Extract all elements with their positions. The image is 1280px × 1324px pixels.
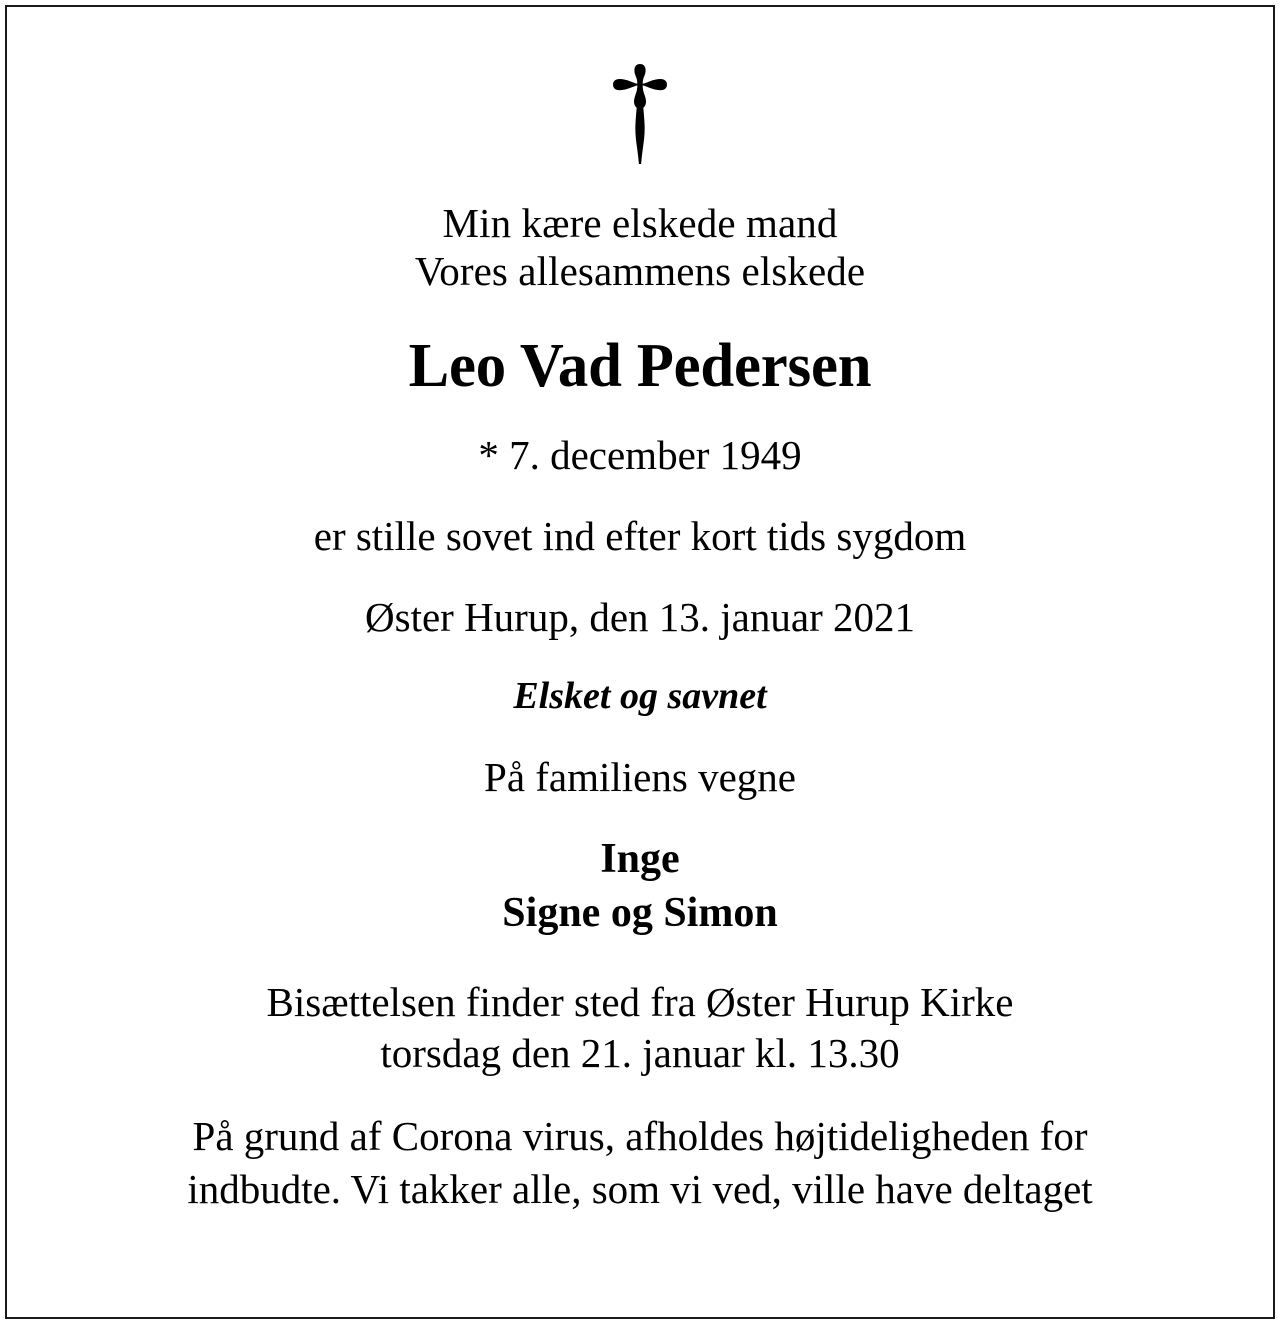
survivor-line-2: Signe og Simon xyxy=(502,889,778,936)
corona-note-line-1: På grund af Corona virus, afholdes højtideligheden for xyxy=(192,1113,1088,1160)
epitaph-text: Elsket og savnet xyxy=(513,675,767,718)
ceremony-details xyxy=(7,977,1273,1080)
ornate-cross-icon xyxy=(612,63,668,165)
intro-text xyxy=(7,199,1273,296)
birth-date: * 7. december 1949 xyxy=(478,431,802,478)
intro-line-2: Vores allesammens elskede xyxy=(414,248,866,295)
ceremony-line-1: Bisættelsen finder sted fra Øster Hurup Kirke xyxy=(266,978,1014,1025)
corona-restriction-note xyxy=(0,1110,1280,1217)
notice-border-frame xyxy=(5,5,1275,1319)
ceremony-line-2: torsdag den 21. januar kl. 13.30 xyxy=(380,1030,900,1077)
passing-statement: er stille sovet ind efter kort tids sygdom xyxy=(313,513,967,560)
on-behalf-text: På familiens vegne xyxy=(484,753,796,800)
cross-emblem-container xyxy=(7,63,1273,165)
place-and-date-of-death: Øster Hurup, den 13. januar 2021 xyxy=(365,593,915,640)
deceased-name: Leo Vad Pedersen xyxy=(408,331,872,400)
survivors-list xyxy=(7,833,1273,941)
survivor-line-1: Inge xyxy=(600,836,680,883)
intro-line-1: Min kære elskede mand xyxy=(442,200,838,246)
corona-note-line-2: indbudte. Vi takker alle, som vi ved, ville have deltaget xyxy=(187,1166,1093,1213)
